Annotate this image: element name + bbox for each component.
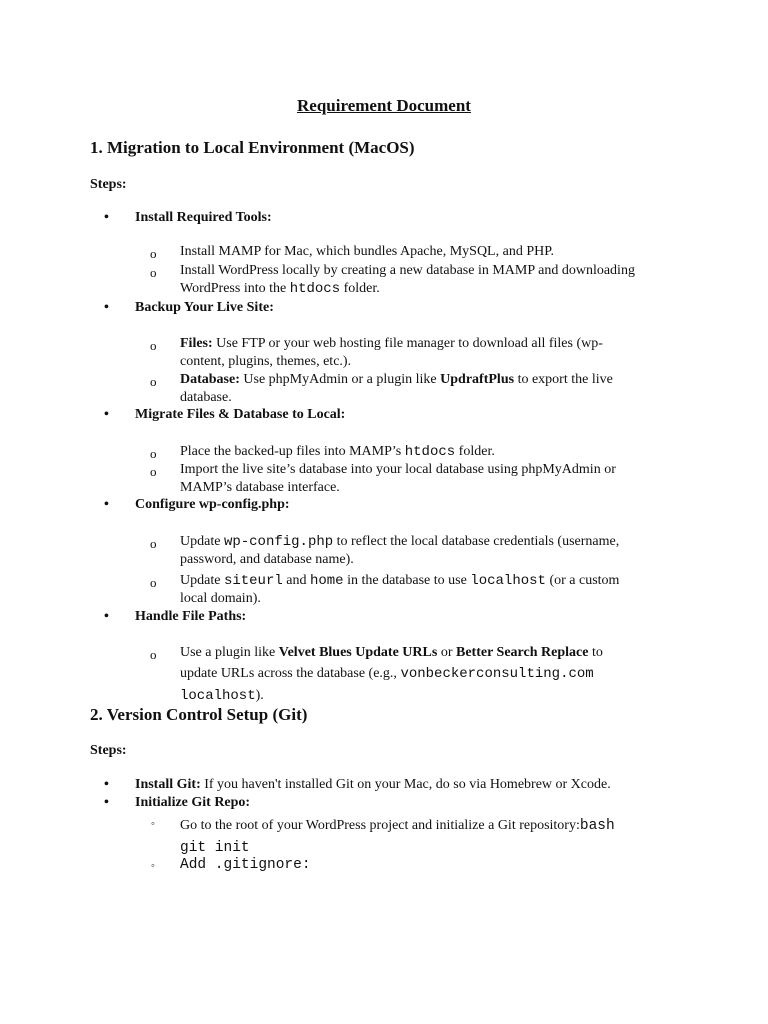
section-1-steps-label: Steps: (90, 177, 127, 192)
bullet-handle-file-paths: Handle File Paths: (135, 609, 247, 624)
sub-bullet-mark: o (150, 446, 157, 461)
bullet-migrate-files: Migrate Files & Database to Local: (135, 407, 346, 422)
list-item: Use a plugin like Velvet Blues Update URLs or Better Search Replace to update URLs across the database (e.g., vonbeckerconsulting.com localhost). (180, 645, 603, 704)
sub-bullet-mark: o (150, 246, 157, 261)
inline-code: localhost (180, 688, 256, 704)
inline-code: home (309, 573, 344, 589)
code-line: git init (180, 840, 250, 856)
list-item: Go to the root of your WordPress project and initialize a Git repository:bash git init (180, 818, 615, 856)
sub-bullet-mark: o (150, 647, 157, 662)
bullet-mark: • (104, 497, 109, 512)
bullet-install-git: Install Git: If you haven't installed Git on your Mac, do so via Homebrew or Xcode. (135, 777, 611, 792)
inline-code: htdocs (404, 444, 456, 460)
list-item: Update wp-config.php to reflect the local database credentials (username, password, and database name). (180, 534, 620, 567)
inline-code: htdocs (289, 281, 341, 297)
list-item-gitignore: Add .gitignore: (180, 857, 311, 873)
list-item: Place the backed-up files into MAMP’s htdocs folder. (180, 444, 495, 460)
sub-bullet-mark: o (150, 575, 157, 590)
sub-bullet-mark: o (150, 374, 157, 389)
section-1-heading: 1. Migration to Local Environment (MacOS) (90, 138, 415, 157)
list-item: Database: Use phpMyAdmin or a plugin like UpdraftPlus to export the live database. (180, 372, 613, 405)
bullet-mark: • (104, 609, 109, 624)
bullet-mark: • (104, 407, 109, 422)
section-2-heading: 2. Version Control Setup (Git) (90, 705, 308, 724)
section-2-steps-label: Steps: (90, 743, 127, 758)
sub-bullet-mark: o (150, 536, 157, 551)
inline-code: wp-config.php (223, 534, 334, 550)
bullet-mark: • (104, 795, 109, 810)
sub-bullet-mark: ◦ (151, 860, 155, 872)
bullet-install-tools: Install Required Tools: (135, 210, 272, 225)
document-title: Requirement Document (297, 96, 471, 115)
sub-bullet-mark: o (150, 338, 157, 353)
sub-bullet-mark: o (150, 265, 157, 280)
inline-code: vonbeckerconsulting.com (400, 666, 594, 682)
bullet-mark: • (104, 300, 109, 315)
list-item: Install WordPress locally by creating a new database in MAMP and downloading WordPress into the htdocs folder. (180, 263, 635, 297)
list-item: Import the live site’s database into your local database using phpMyAdmin or MAMP’s database interface. (180, 462, 616, 495)
sub-bullet-mark: o (150, 464, 157, 479)
bullet-initialize-git: Initialize Git Repo: (135, 795, 251, 810)
bullet-configure-wp-config: Configure wp-config.php: (135, 497, 290, 512)
inline-code: bash (579, 818, 615, 834)
bullet-mark: • (104, 210, 109, 225)
bullet-mark: • (104, 777, 109, 792)
inline-code: localhost (470, 573, 546, 589)
sub-bullet-mark: ◦ (151, 818, 155, 830)
list-item: Install MAMP for Mac, which bundles Apache, MySQL, and PHP. (180, 244, 554, 259)
list-item: Update siteurl and home in the database to use localhost (or a custom local domain). (180, 573, 620, 606)
list-item: Files: Use FTP or your web hosting file manager to download all files (wp- content, plugins, themes, etc.). (180, 336, 603, 369)
inline-code: siteurl (223, 573, 283, 589)
bullet-backup-site: Backup Your Live Site: (135, 300, 274, 315)
